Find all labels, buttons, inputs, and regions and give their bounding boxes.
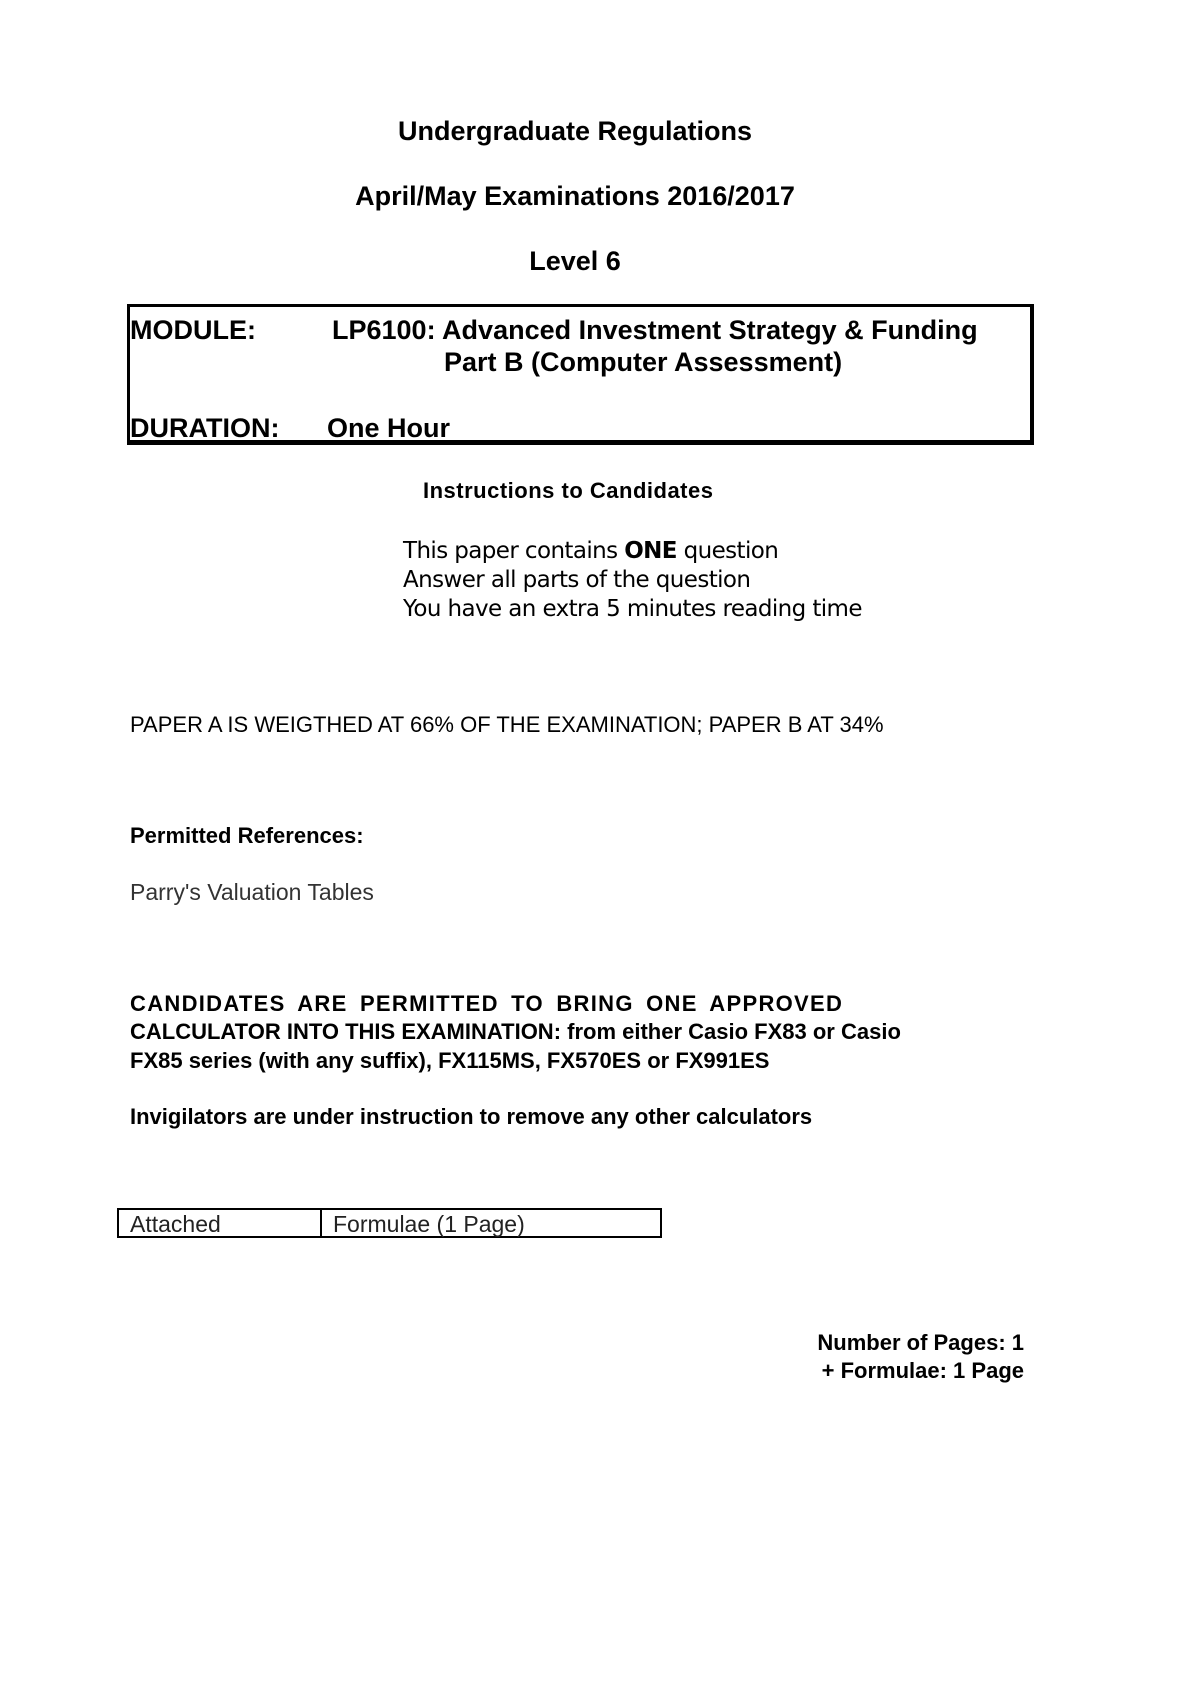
module-subtitle: Part B (Computer Assessment) [444,347,843,377]
attachments-table [117,1208,662,1238]
calculator-line-3: FX85 series (with any suffix), FX115MS, FX570ES or FX991ES [130,1048,770,1073]
invigilator-notice: Invigilators are under instruction to remove any other calculators [130,1104,813,1129]
instructions-title: Instructions to Candidates [423,478,714,503]
instruction-line-1-emphasis: ONE [624,538,677,564]
instruction-line-1-post: question [676,538,779,564]
calculator-line-1: CANDIDATES ARE PERMITTED TO BRING ONE APPROVED [130,991,844,1016]
permitted-reference-item: Parry's Valuation Tables [130,879,374,905]
module-info-box [127,304,1034,445]
duration-value: One Hour [327,413,451,443]
instruction-line-1 [403,538,778,564]
regulations-heading: Undergraduate Regulations [397,116,753,146]
module-title: LP6100: Advanced Investment Strategy & Funding [332,315,978,345]
instruction-line-2: Answer all parts of the question [403,567,751,593]
paper-weighting: PAPER A IS WEIGTHED AT 66% OF THE EXAMINATION; PAPER B AT 34% [130,712,884,737]
permitted-references-label: Permitted References: [130,823,364,848]
exam-period-heading: April/May Examinations 2016/2017 [355,181,795,211]
level-heading: Level 6 [529,246,621,276]
calculator-line-2: CALCULATOR INTO THIS EXAMINATION: from either Casio FX83 or Casio [130,1019,901,1044]
instruction-line-1-pre: This paper contains [403,538,625,564]
module-label: MODULE: [130,315,256,345]
attachments-value-cell: Formulae (1 Page) [333,1211,525,1237]
attachments-label-cell: Attached [119,1210,322,1236]
instruction-line-3: You have an extra 5 minutes reading time [403,596,862,622]
duration-label: DURATION: [130,413,280,443]
formulae-pages: + Formulae: 1 Page [821,1358,1024,1383]
number-of-pages: Number of Pages: 1 [817,1330,1024,1355]
